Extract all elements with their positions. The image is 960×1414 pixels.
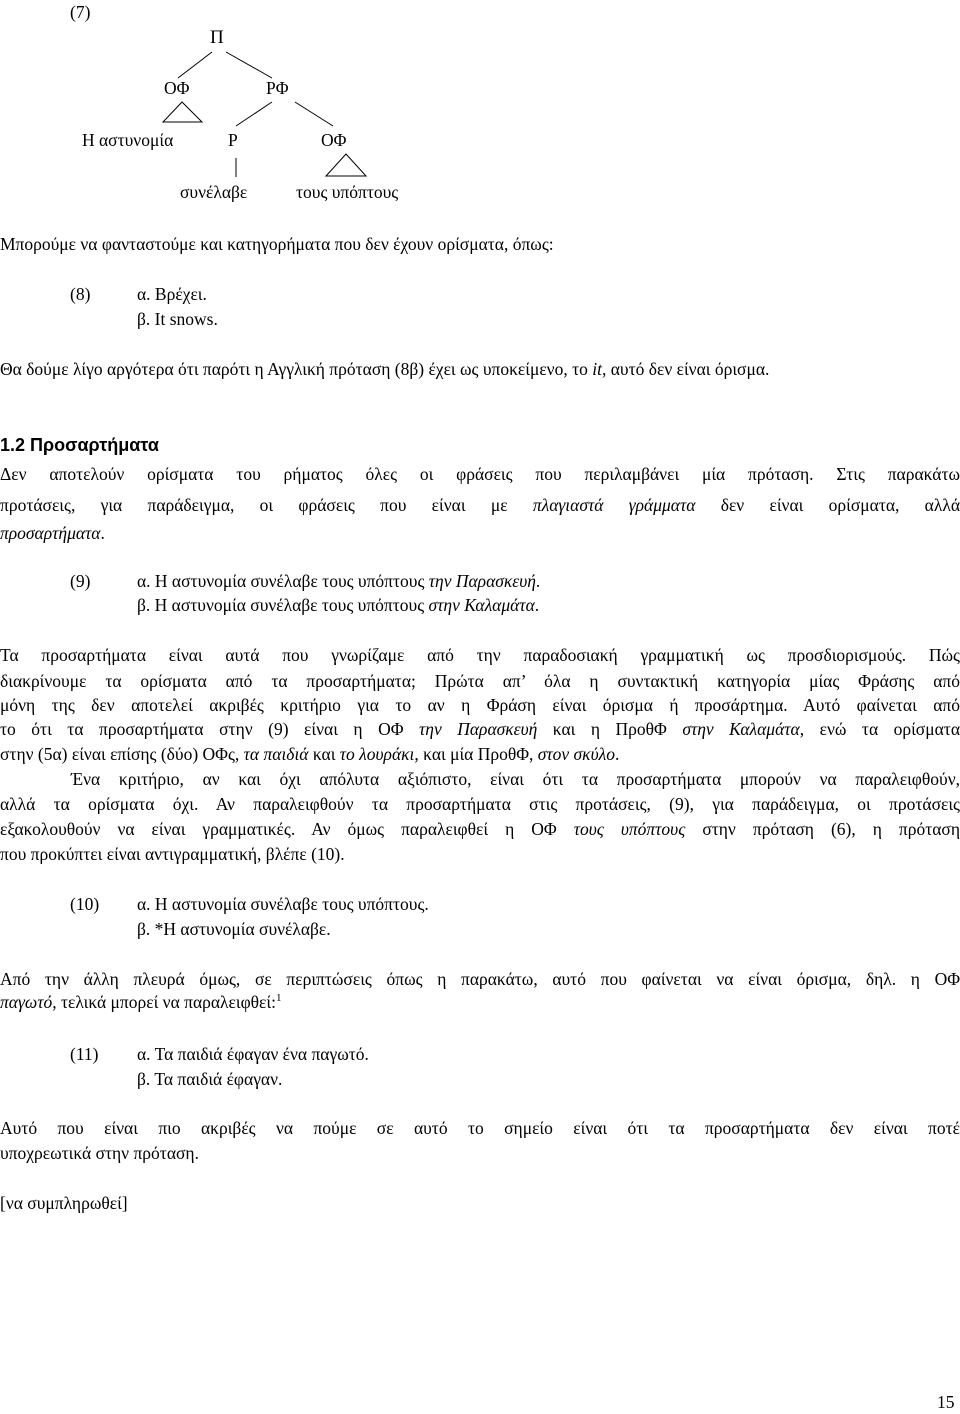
tree-triangle bbox=[326, 154, 366, 176]
example-item: β. *Η αστυνομία συνέλαβε. bbox=[137, 919, 331, 939]
paragraph-line: προσαρτήματα. bbox=[0, 523, 105, 543]
example-number: (11) bbox=[70, 1044, 99, 1064]
paragraph-line: παγωτό, τελικά μπορεί να παραλειφθεί:$^1$ bbox=[0, 991, 282, 1012]
tree-node-root: Π bbox=[210, 27, 224, 48]
example-number: (7) bbox=[70, 2, 91, 22]
tree-node-np: ΟΦ bbox=[164, 78, 190, 98]
example-item: α. Η αστυνομία συνέλαβε τους υπόπτους την Παρασκευή. bbox=[137, 571, 541, 591]
tree-triangle bbox=[163, 102, 202, 122]
paragraph-intro: Μπορούμε να φανταστούμε και κατηγορήματα που δεν έχουν ορίσματα, όπως: bbox=[0, 234, 554, 254]
example-item: β. Η αστυνομία συνέλαβε τους υπόπτους στην Καλαμάτα. bbox=[137, 595, 540, 615]
todo-note: [να συμπληρωθεί] bbox=[0, 1193, 128, 1213]
example-number: (10) bbox=[70, 894, 100, 914]
paragraph-line: Αυτό που είναι πιο ακριβές να πούμε σε αυτό το σημείο είναι ότι τα προσαρτήματα δεν είναι ποτέ bbox=[0, 1118, 960, 1138]
page-number: 15 bbox=[937, 1392, 955, 1412]
tree-branch bbox=[295, 102, 333, 126]
paragraph-line: που προκύπτει είναι αντιγραμματική, βλέπε (10). bbox=[0, 844, 345, 864]
example-item: β. It snows. bbox=[137, 309, 218, 329]
tree-leaf-object: τους υπόπτους bbox=[296, 182, 399, 202]
tree-leaf-subject: Η αστυνομία bbox=[82, 130, 174, 150]
paragraph-line: Τα προσαρτήματα είναι αυτά που γνωρίζαμε από την παραδοσιακή γραμματική ως προσδιορισμούς. Πώς bbox=[0, 645, 960, 665]
paragraph-line: διακρίνουμε τα ορίσματα από τα προσαρτήματα; Πρώτα απ’ όλα η συντακτική κατηγορία μίας Φράσης από bbox=[0, 671, 960, 691]
paragraph-line: Από την άλλη πλευρά όμως, σε περιπτώσεις όπως η παρακάτω, αυτό που φαίνεται να είναι όρισμα, δηλ. η ΟΦ bbox=[0, 969, 960, 989]
paragraph-line: προτάσεις, για παράδειγμα, οι φράσεις που είναι με πλαγιαστά γράμματα δεν είναι ορίσματα, αλλά bbox=[0, 495, 960, 515]
example-number: (8) bbox=[70, 284, 91, 304]
tree-leaf-verb: συνέλαβε bbox=[180, 182, 248, 202]
paragraph-line: Ένα κριτήριο, αν και όχι απόλυτα αξιόπιστο, είναι ότι τα προσαρτήματα μπορούν να παραλειφθούν, bbox=[71, 769, 960, 789]
paragraph-line: εξακολουθούν να είναι γραμματικές. Αν όμως παραλειφθεί η ΟΦ τους υπόπτους στην πρόταση (6), η πρόταση bbox=[0, 819, 960, 839]
tree-branch bbox=[226, 52, 272, 78]
section-heading: 1.2 Προσαρτήματα bbox=[0, 435, 159, 455]
paragraph-line: Δεν αποτελούν ορίσματα του ρήματος όλες οι φράσεις που περιλαμβάνει μία πρόταση. Στις παρακάτω bbox=[0, 464, 960, 484]
example-item: α. Η αστυνομία συνέλαβε τους υπόπτους. bbox=[137, 894, 429, 914]
example-item: α. Τα παιδιά έφαγαν ένα παγωτό. bbox=[137, 1044, 369, 1064]
tree-branch bbox=[178, 52, 212, 78]
example-item: α. Βρέχει. bbox=[137, 284, 207, 304]
paragraph: Θα δούμε λίγο αργότερα ότι παρότι η Αγγλική πρόταση (8β) έχει ως υποκείμενο, το it, αυτό δεν είναι όρισμα. bbox=[0, 359, 770, 379]
paragraph-line: στην (5α) είναι επίσης (δύο) ΟΦς, τα παιδιά και το λουράκι, και μία ΠροθΦ, στον σκύλο. bbox=[0, 744, 620, 764]
tree-node-object-np: ΟΦ bbox=[321, 130, 347, 150]
footnote-marker[interactable]: 1 bbox=[275, 992, 282, 1004]
tree-node-vp: ΡΦ bbox=[266, 78, 289, 98]
paragraph-line: αλλά τα ορίσματα όχι. Αν παραλειφθούν τα προσαρτήματα στις προτάσεις, (9), για παράδειγμα, οι προτάσεις bbox=[0, 794, 960, 814]
example-number: (9) bbox=[70, 571, 91, 591]
syntax-tree-lines bbox=[0, 0, 960, 220]
tree-branch bbox=[236, 102, 272, 126]
paragraph-line: υποχρεωτικά στην πρόταση. bbox=[0, 1143, 199, 1163]
paragraph-line: μόνη της δεν αποτελεί ακριβές κριτήριο για το αν η Φράση είναι όρισμα ή προσάρτημα. Αυτό φαίνεται από bbox=[0, 695, 960, 715]
paragraph-line: το ότι τα προσαρτήματα στην (9) είναι η ΟΦ την Παρασκευή και η ΠροθΦ στην Καλαμάτα, ενώ τα ορίσματα bbox=[0, 719, 960, 739]
example-item: β. Τα παιδιά έφαγαν. bbox=[137, 1069, 283, 1089]
tree-node-verb: Ρ bbox=[228, 130, 238, 150]
